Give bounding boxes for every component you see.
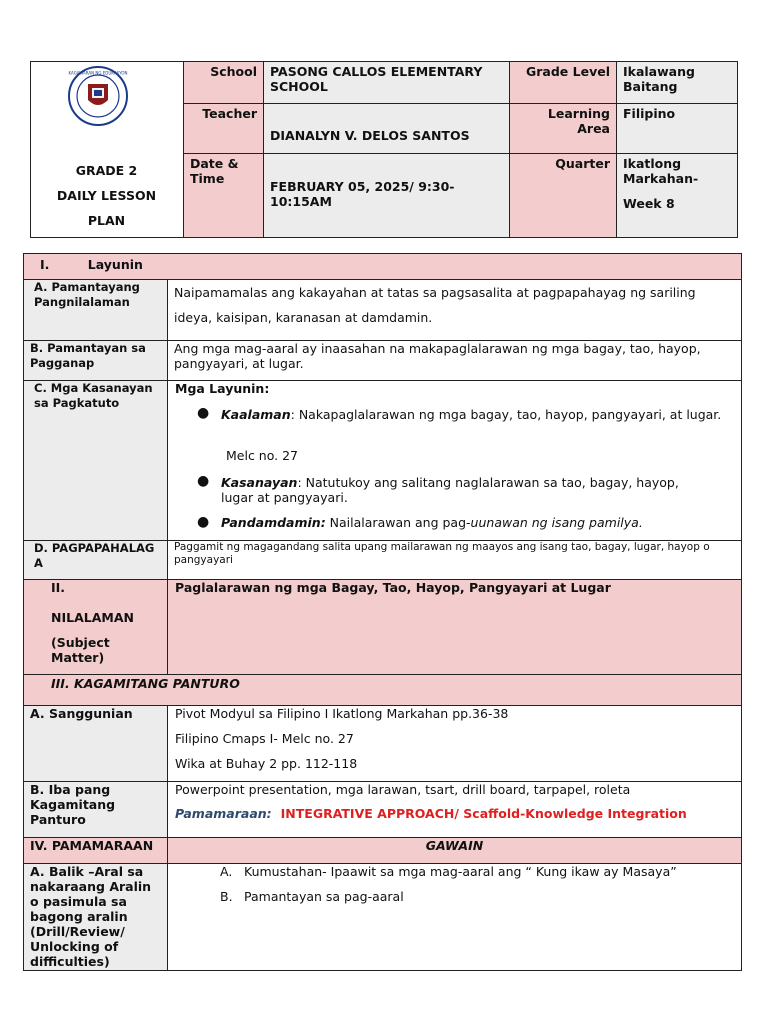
objective-kaalaman <box>221 407 735 422</box>
row-sanggunian-content <box>167 705 742 782</box>
deped-seal-logo <box>68 66 128 126</box>
bullet-icon: ● <box>197 473 210 489</box>
row-nilalaman-label <box>23 579 168 675</box>
row-c-label: C. Mga Kasanayan sa Pagkatuto <box>23 380 168 541</box>
row-nilalaman-content: Paglalarawan ng mga Bagay, Tao, Hayop, Pangyayari at Lugar <box>167 579 742 675</box>
row-iba-label: B. Iba pang Kagamitang Panturo <box>23 781 168 838</box>
row-sanggunian-label: A. Sanggunian <box>23 705 168 782</box>
row-a-content: Naipamamalas ang kakayahan at tatas sa pagsasalita at pagpapahayag ng sariling ideya, kaisipan, karanasan at damdamin. <box>167 279 742 341</box>
row-c-content <box>167 380 742 541</box>
school-value: PASONG CALLOS ELEMENTARY SCHOOL <box>263 61 510 104</box>
row-b-content: Ang mga mag-aaral ay inaasahan na makapaglalarawan ng mga bagay, tao, hayop, pangyayari, at lugar. <box>167 340 742 381</box>
logo-ring-text: KAGAWARAN NG EDUKASYON <box>68 70 128 76</box>
quarter-value-line-1: Ikatlong Markahan- <box>623 156 699 186</box>
layunin-heading: Mga Layunin: <box>175 381 270 396</box>
school-label: School <box>183 61 264 104</box>
pamamaraan-line <box>175 806 734 821</box>
row-d-content: Paggamit ng magagandang salita upang mailarawan ng maayos ang isang tao, bagay, lugar, hayop o pangyayari <box>167 540 742 580</box>
reference-2: Filipino Cmaps I- Melc no. 27 <box>175 731 354 746</box>
objective-kasanayan <box>221 475 711 505</box>
quarter-value-line-2: Week 8 <box>623 196 675 211</box>
quarter-value <box>616 153 738 238</box>
date-time-value: FEBRUARY 05, 2025/ 9:30-10:15AM <box>263 153 510 238</box>
pamamaraan-value: INTEGRATIVE APPROACH/ Scaffold-Knowledge Integration <box>280 806 687 821</box>
nilalaman-num: II. <box>51 580 66 595</box>
layunin-title: Layunin <box>87 257 143 272</box>
activity-b-letter: B. <box>220 889 233 904</box>
activity-a: Kumustahan- Ipaawit sa mga mag-aaral ang “ Kung ikaw ay Masaya” <box>244 864 677 879</box>
other-materials: Powerpoint presentation, mga larawan, tsart, drill board, tarpapel, roleta <box>175 782 631 797</box>
kaalaman-text: : Nakapaglalarawan ng mga bagay, tao, hayop, pangyayari, at lugar. <box>290 407 722 422</box>
section-kagamitan-header: III. KAGAMITANG PANTURO <box>23 674 742 706</box>
kasanayan-text: : Natutukoy ang salitang naglalarawan sa tao, bagay, hayop, lugar at pangyayari. <box>221 475 679 505</box>
learning-area-label: Learning Area <box>509 103 617 154</box>
title-line-1: GRADE 2 <box>75 163 138 178</box>
activity-b: Pamantayan sa pag-aaral <box>244 889 404 904</box>
quarter-label: Quarter <box>509 153 617 238</box>
pamamaraan-label: Pamamaraan: <box>175 806 272 821</box>
activity-a-letter: A. <box>220 864 233 879</box>
nilalaman-label: NILALAMAN <box>51 610 134 625</box>
grade-level-label: Grade Level <box>509 61 617 104</box>
teacher-value: DIANALYN V. DELOS SANTOS <box>263 103 510 154</box>
kasanayan-term: Kasanayan <box>221 475 298 490</box>
row-pamamaraan-label: IV. PAMAMARAAN <box>23 837 168 864</box>
title-line-2: DAILY LESSON <box>56 188 157 203</box>
objective-pandamdamin <box>221 515 735 530</box>
row-balik-aral-label: A. Balik –Aral sa nakaraang Aralin o pasimula sa bagong aralin (Drill/Review/ Unlocking of difficulties) <box>23 863 168 971</box>
pandamdamin-term: Pandamdamin: <box>221 515 326 530</box>
grade-level-value: Ikalawang Baitang <box>616 61 738 104</box>
nilalaman-sublabel: (Subject Matter) <box>51 635 110 665</box>
row-a-label: A. Pamantayang Pangnilalaman <box>23 279 168 341</box>
row-iba-content <box>167 781 742 838</box>
row-balik-aral-content <box>167 863 742 971</box>
kaalaman-term: Kaalaman <box>221 407 291 422</box>
section-layunin-header <box>23 253 742 280</box>
gawain-header: GAWAIN <box>167 837 742 864</box>
melc-number: Melc no. 27 <box>226 448 298 463</box>
bullet-icon: ● <box>197 514 210 530</box>
pandamdamin-text-italic: uunawan ng isang pamilya. <box>470 515 643 530</box>
reference-3: Wika at Buhay 2 pp. 112-118 <box>175 756 358 771</box>
title-line-3: PLAN <box>87 213 126 228</box>
pandamdamin-text: Nailalarawan ang pag- <box>325 515 471 530</box>
teacher-label: Teacher <box>183 103 264 154</box>
row-b-label: B. Pamantayan sa Pagganap <box>23 340 168 381</box>
layunin-num: I. <box>40 257 50 272</box>
page-title <box>30 158 183 233</box>
date-time-label: Date & Time <box>183 153 264 238</box>
learning-area-value: Filipino <box>616 103 738 154</box>
reference-1: Pivot Modyul sa Filipino I Ikatlong Markahan pp.36-38 <box>175 706 509 721</box>
bullet-icon: ● <box>197 405 210 421</box>
row-d-label: D. PAGPAPAHALAGA <box>23 540 168 580</box>
